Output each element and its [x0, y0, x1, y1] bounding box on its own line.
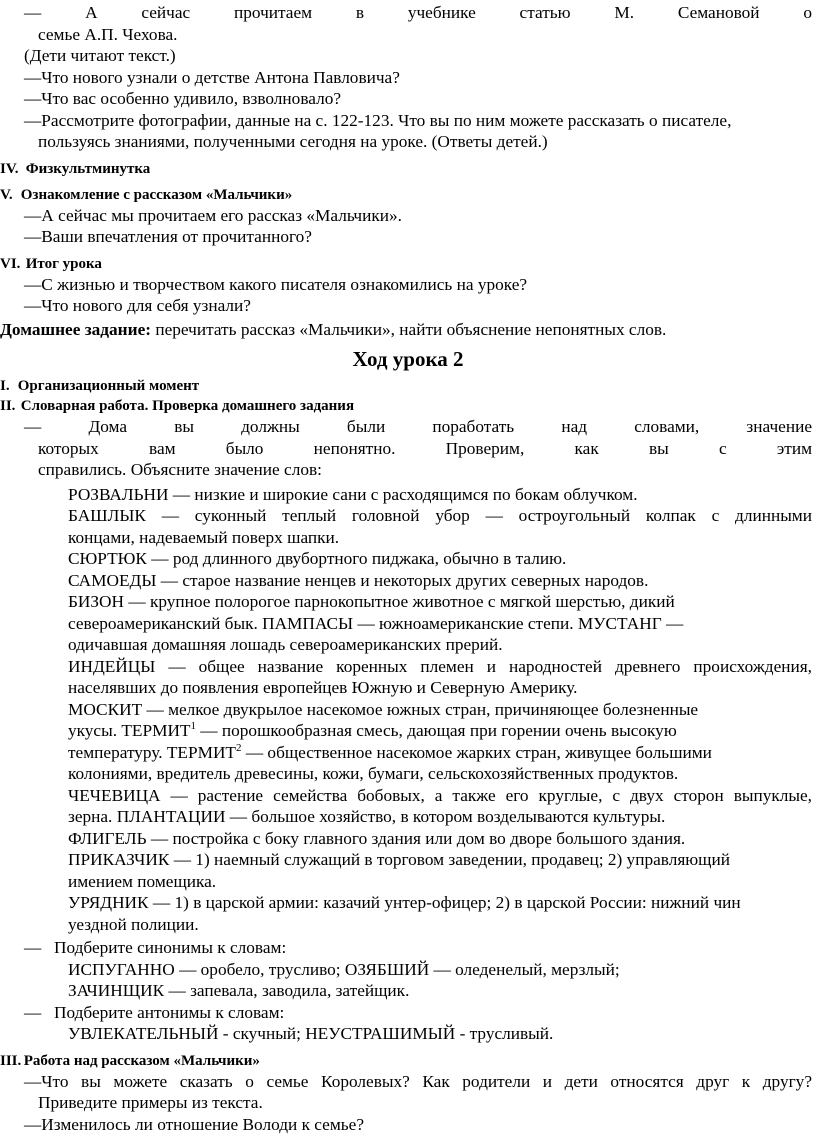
section-number: V. — [0, 185, 17, 205]
task-line: справились. Объясните значение слов: — [0, 459, 816, 481]
definition-text: — порошкообразная смесь, дающая при горении очень высокую — [196, 721, 677, 740]
definition: ЧЕЧЕВИЦА — растение семейства бобовых, а также его круглые, с двух сторон выпуклые, — [0, 785, 816, 807]
question: —Что нового для себя узнали? — [0, 295, 816, 317]
definition: ПРИКАЗЧИК — 1) наемный служащий в торговом заведении, продавец; 2) управляющий — [0, 849, 816, 871]
superscript: 2 — [236, 742, 242, 754]
section-number: VI. — [0, 254, 22, 274]
question: —А сейчас мы прочитаем его рассказ «Мальчики». — [0, 205, 816, 227]
definition: БИЗОН — крупное полорогое парнокопытное животное с мягкой шерстью, дикий — [0, 591, 816, 613]
section-heading — [0, 159, 816, 179]
section-number: IV. — [0, 159, 22, 179]
definition: СЮРТЮК — род длинного двубортного пиджака, обычно в талию. — [0, 548, 816, 570]
definition: ИНДЕЙЦЫ — общее название коренных племен и народностей древнего происхождения, — [0, 656, 816, 678]
task-line: которых вам было непонятно. Проверим, как вы с этим — [0, 438, 816, 460]
section-number: II. — [0, 396, 17, 416]
definition: колониями, вредитель древесины, кожи, бумаги, сельскохозяйственных продуктов. — [0, 763, 816, 785]
task-line — [0, 937, 816, 959]
homework — [0, 319, 816, 341]
section-title: Итог урока — [26, 256, 102, 272]
definition: РОЗВАЛЬНИ — низкие и широкие сани с расходящимся по бокам облучком. — [0, 484, 816, 506]
page-title: Ход урока 2 — [0, 346, 816, 372]
definition: зерна. ПЛАНТАЦИИ — большое хозяйство, в котором возделываются культуры. — [0, 806, 816, 828]
section-title: Организационный момент — [18, 378, 199, 394]
antonyms: УВЛЕКАТЕЛЬНЫЙ - скучный; НЕУСТРАШИМЫЙ - трусливый. — [0, 1023, 816, 1045]
definition: уездной полиции. — [0, 914, 816, 936]
section-number: I. — [0, 376, 14, 396]
question-continued: пользуясь знаниями, полученными сегодня на уроке. (Ответы детей.) — [0, 131, 816, 153]
definition-text: укусы. ТЕРМИТ — [68, 721, 190, 740]
section-number: III. — [0, 1051, 20, 1071]
definition — [0, 742, 816, 764]
question-continued: Приведите примеры из текста. — [0, 1092, 816, 1114]
section-heading — [0, 1051, 816, 1071]
question: —Изменилось ли отношение Володи к семье? — [0, 1114, 816, 1135]
section-title: Ознакомление с рассказом «Мальчики» — [21, 187, 292, 203]
question: —С жизнью и творчеством какого писателя ознакомились на уроке? — [0, 274, 816, 296]
definition-text: — общественное насекомое жарких стран, живущее большими — [242, 743, 712, 762]
question: —Что нового узнали о детстве Антона Павловича? — [0, 67, 816, 89]
homework-text: перечитать рассказ «Мальчики», найти объяснение непонятных слов. — [151, 320, 666, 339]
definition: УРЯДНИК — 1) в царской армии: казачий унтер-офицер; 2) в царской России: нижний чин — [0, 892, 816, 914]
section-title: Физкультминутка — [26, 161, 151, 177]
definition — [0, 720, 816, 742]
section-title: Работа над рассказом «Мальчики» — [24, 1053, 260, 1069]
homework-label: Домашнее задание: — [0, 320, 151, 339]
definition: североамериканский бык. ПАМПАСЫ — южноамериканские степи. МУСТАНГ — — [0, 613, 816, 635]
task-line: — Дома вы должны были поработать над словами, значение — [0, 416, 816, 438]
definition: одичавшая домашняя лошадь североамериканских прерий. — [0, 634, 816, 656]
question: —Ваши впечатления от прочитанного? — [0, 226, 816, 248]
definition-text: температуру. ТЕРМИТ — [68, 743, 236, 762]
question: —Что вы можете сказать о семье Королевых? Как родители и дети относятся друг к другу? — [0, 1071, 816, 1093]
definition: концами, надеваемый поверх шапки. — [0, 527, 816, 549]
superscript: 1 — [190, 720, 196, 732]
section-heading — [0, 396, 816, 416]
dash: — — [24, 1002, 54, 1024]
definition: населявших до появления европейцев Южную и Северную Америку. — [0, 677, 816, 699]
definition: БАШЛЫК — суконный теплый головной убор — остроугольный колпак с длинными — [0, 505, 816, 527]
section-heading — [0, 185, 816, 205]
section-heading — [0, 376, 816, 396]
intro-note: (Дети читают текст.) — [0, 45, 816, 67]
synonyms: ИСПУГАННО — оробело, трусливо; ОЗЯБШИЙ — оледенелый, мерзлый; — [0, 959, 816, 981]
synonyms: ЗАЧИНЩИК — запевала, заводила, затейщик. — [0, 980, 816, 1002]
section-title: Словарная работа. Проверка домашнего задания — [21, 398, 354, 414]
definitions-list — [0, 484, 816, 936]
definition: имением помещика. — [0, 871, 816, 893]
question: —Что вас особенно удивило, взволновало? — [0, 88, 816, 110]
task-text: Подберите синонимы к словам: — [54, 937, 286, 959]
definition: ФЛИГЕЛЬ — постройка с боку главного здания или дом во дворе большого здания. — [0, 828, 816, 850]
section-heading — [0, 254, 816, 274]
task-text: Подберите антонимы к словам: — [54, 1002, 284, 1024]
definition: САМОЕДЫ — старое название ненцев и некоторых других северных народов. — [0, 570, 816, 592]
intro-line: — А сейчас прочитаем в учебнике статью М. Семановой о — [0, 2, 816, 24]
task-line — [0, 1002, 816, 1024]
question: —Рассмотрите фотографии, данные на с. 122-123. Что вы по ним можете рассказать о писателе, — [0, 110, 816, 132]
intro-line: семье А.П. Чехова. — [0, 24, 816, 46]
definition: МОСКИТ — мелкое двукрылое насекомое южных стран, причиняющее болезненные — [0, 699, 816, 721]
dash: — — [24, 937, 54, 959]
